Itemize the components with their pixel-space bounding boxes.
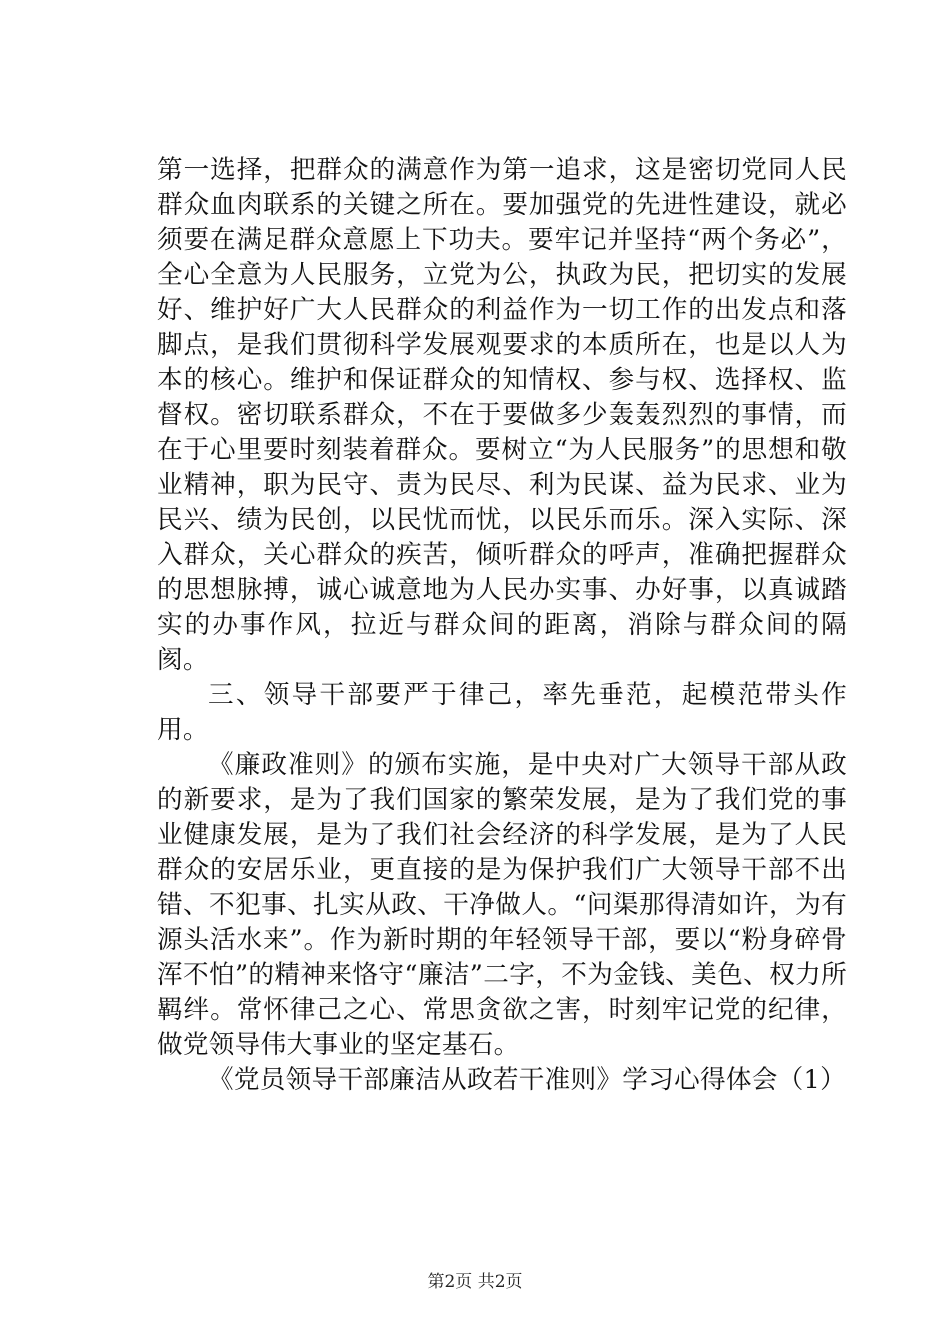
section-heading: 三、领导干部要严于律己，率先垂范，起模范带头作用。: [157, 680, 847, 745]
page-footer: 第2页 共2页: [427, 1272, 523, 1292]
paragraph-integrity-rules: 《廉政准则》的颁布实施，是中央对广大领导干部从政的新要求，是为了我们国家的繁荣发展，是为了我们党的事业健康发展，是为了我们社会经济的科学发展，是为了人民群众的安居乐业，更直接的是为保护我们广大领导干部不出错、不犯事、扎实从政、干净做人。“问渠那得清如许，为有源头活水来”。作为新时期的年轻领导干部，要以“粉身碎骨浑不怕”的精神来恪守“廉洁”二字，不为金钱、美色、权力所羁绊。常怀律己之心、常思贪欲之害，时刻牢记党的纪律，做党领导伟大事业的坚定基石。: [157, 750, 847, 1060]
document-title-line: 《党员领导干部廉洁从政若干准则》学习心得体会（1）: [208, 1065, 847, 1095]
paragraph-continuation: 第一选择，把群众的满意作为第一追求，这是密切党同人民群众血肉联系的关键之所在。要加强党的先进性建设，就必须要在满足群众意愿上下功夫。要牢记并坚持“两个务必”，全心全意为人民服务，立党为公，执政为民，把切实的发展好、维护好广大人民群众的利益作为一切工作的出发点和落脚点，是我们贯彻科学发展观要求的本质所在，也是以人为本的核心。维护和保证群众的知情权、参与权、选择权、监督权。密切联系群众，不在于要做多少轰轰烈烈的事情，而在于心里要时刻装着群众。要树立“为人民服务”的思想和敬业精神，职为民守、责为民尽、利为民谋、益为民求、业为民兴、绩为民创，以民忧而忧，以民乐而乐。深入实际、深入群众，关心群众的疾苦，倾听群众的呼声，准确把握群众的思想脉搏，诚心诚意地为人民办实事、办好事，以真诚踏实的办事作风，拉近与群众间的距离，消除与群众间的隔阂。: [157, 155, 847, 675]
document-body: [157, 153, 847, 1098]
